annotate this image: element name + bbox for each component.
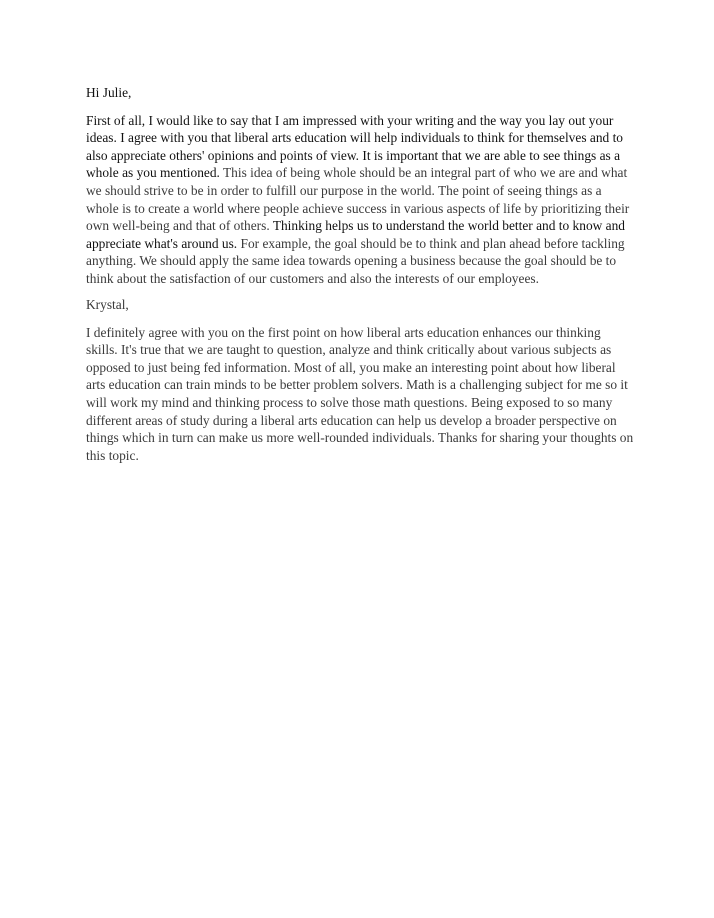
reply-segment-2: This idea of being whole should be an integral part of who we are and what we should strive to be in order to fulfill our purpose in the world. The point of seeing things as a whole is to create a world where people achieve success in various aspects of life by prioritizing their own well-being and that of others. — [86, 165, 630, 234]
document-body — [86, 84, 634, 473]
reply-paragraph-krystal: I definitely agree with you on the first point on how liberal arts education enhances our thinking skills. It's true that we are taught to question, analyze and think critically about various subjects as opposed to just being fed information. Most of all, you make an interesting point about how liberal arts education can train minds to be better problem solvers. Math is a challenging subject for me so it will work my mind and thinking process to solve those math questions. Being exposed to so many different areas of study during a liberal arts education can help us develop a broader perspective on things which in turn can make us more well-rounded individuals. Thanks for sharing your thoughts on this topic. — [86, 324, 634, 463]
reply-segment-1: First of all, I would like to say that I am impressed with your writing and the way you lay out your ideas. I agree with you that liberal arts education will help individuals to think for themselves and to also appreciate others' opinions and points of view. It is important that we are able to see things as a whole as you mentioned. — [86, 112, 623, 181]
reply-paragraph-julie — [86, 112, 634, 288]
reply-segment-4: For example, the goal should be to think and plan ahead before tackling anything. We should apply the same idea towards opening a business because the goal should be to think about the satisfaction of our customers and also the interests of our employees. — [86, 235, 625, 286]
salutation-krystal: Krystal, — [86, 297, 129, 313]
reply-segment-3: Thinking helps us to understand the world better and to know and appreciate what's around us. — [86, 218, 625, 251]
salutation-julie: Hi Julie, — [86, 85, 132, 100]
